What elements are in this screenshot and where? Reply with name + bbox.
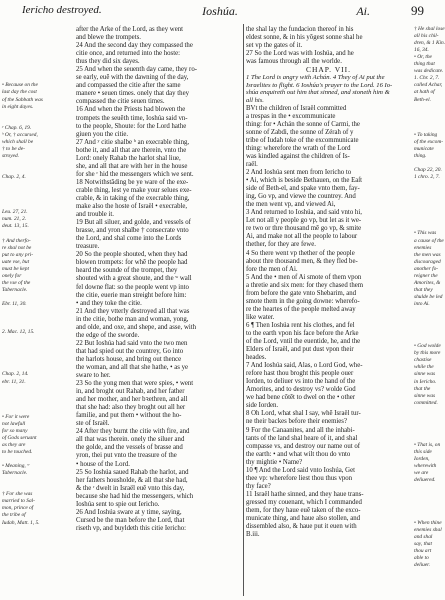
- margin-note: this side: [414, 449, 432, 455]
- text-line: heades.: [246, 354, 267, 362]
- margin-note: † He shal lose: [414, 26, 445, 32]
- header-right: Ai.: [356, 4, 370, 18]
- text-line: 16 And when the Priests had blowen the: [76, 106, 186, 114]
- text-line: sware to her.: [76, 372, 111, 380]
- text-line: tribe of Iudah toke of the excommunicate: [246, 136, 359, 144]
- margin-note: committed.: [414, 399, 438, 406]
- text-line: and blewe the trompets.: [76, 34, 141, 42]
- margin-note: deliuer.: [414, 561, 431, 568]
- text-line: 19 But all siluer, and golde, and vessels of: [76, 219, 191, 227]
- margin-note: onely for: [2, 272, 22, 279]
- text-line: 8 Oh Lord, what shal I say, whē Israël tur-: [246, 410, 361, 418]
- margin-note: in Iericho.: [414, 378, 437, 385]
- text-line: thy mightie • Name?: [246, 458, 303, 466]
- text-line: • and they toke the citie.: [76, 299, 142, 307]
- text-line: sonne of Zabdi, the sonne of Zérah of y: [246, 128, 354, 136]
- text-line: was kindled against the children of Is-: [246, 152, 350, 160]
- text-line: Let not all y people go vp, but let as it we-: [246, 217, 362, 225]
- text-line: heard the sounde of the trompet, they: [76, 267, 178, 275]
- right-text-column: [246, 26, 411, 596]
- margin-note: 2. Mac. 12, 15.: [2, 329, 35, 336]
- text-line: Amorites, and to destroy vs? wolde God: [246, 386, 356, 394]
- text-line: smote them in the going downe: wherefo-: [246, 297, 360, 305]
- text-line: 27 So the Lord was with Ioshúa, and he: [246, 50, 354, 58]
- text-line: 27 And ʸ citie shalbe ʰ an execrable thing,: [76, 138, 190, 146]
- margin-note: stroyed.: [2, 152, 20, 159]
- text-line: a trespas in the • excommunicate: [246, 112, 336, 120]
- text-line: the men went vp, and viewed Ai,: [246, 201, 336, 209]
- margin-note: the vse of the: [2, 279, 31, 286]
- argument-line: 1 The Lord is angry with Achán. 4 They of Ai put the: [246, 74, 385, 82]
- chapter-heading: CHAP. VII.: [305, 65, 352, 75]
- text-line: of the Lord, vntil the euentide, he, and the: [246, 338, 361, 346]
- text-line: giuen you the citie.: [76, 130, 129, 138]
- column-divider: [243, 24, 244, 596]
- text-line: re two or thre thousand mē go vp, & smite: [246, 225, 362, 233]
- text-line: Elders of Israël, and put dust vpon their: [246, 346, 354, 354]
- text-line: the harlots house, and bring out thence: [76, 355, 182, 363]
- text-line: 24 After they burnt the citie with fire, and: [76, 428, 190, 436]
- text-line: shouted with a great shoute, and the ʷ wall: [76, 275, 192, 283]
- argument-line: shúa enquireth out him that sinned, and stoneth him &: [246, 89, 390, 97]
- text-line: 23 So the yong men that were spies, • went: [76, 380, 194, 388]
- text-line: & the ʳ dwelt in Israël euē vnto this day,: [76, 484, 185, 492]
- margin-note: 16, 34.: [414, 47, 429, 54]
- text-line: about thre thousand men, & they fled be-: [246, 257, 358, 265]
- argument-line: all his.: [246, 97, 264, 105]
- text-line: ing, Go vp, and viewe the countrey. And: [246, 193, 356, 201]
- margin-note: num. 21, 2.: [2, 216, 27, 223]
- margin-note: to be touched.: [2, 449, 33, 455]
- margin-note: that the: [414, 385, 431, 392]
- text-line: set vp the gates of it.: [246, 42, 303, 50]
- margin-note: • This was: [414, 230, 437, 237]
- text-line: 3 And returned to Ioshúa, and said vnto hi,: [246, 209, 362, 217]
- text-line: yron, thei put vnto the treasure of the: [76, 452, 177, 460]
- margin-note: Beth-el.: [414, 96, 431, 103]
- margin-note: of Gods seruant: [2, 434, 37, 441]
- text-line: citie once, and returned into the hoste:: [76, 50, 180, 58]
- text-line: thee vp: wherefore liest thou thus vpon: [246, 474, 353, 482]
- text-line: to the earth vpon his face before the Arke: [246, 329, 359, 337]
- text-line: refore hast thou broght this people ouer: [246, 370, 354, 378]
- text-line: her fathers housholde, & all that she had,: [76, 476, 188, 484]
- margin-note: a cause of the: [414, 237, 444, 244]
- margin-note: while the: [414, 364, 434, 371]
- text-line: a thretie and six men: for they chased them: [246, 281, 364, 289]
- margin-note: must be kept: [2, 265, 29, 272]
- margin-note: thing.: [414, 152, 427, 159]
- text-line: 6 ¶ Then Ioshúa rent his clothes, and fel: [246, 321, 355, 329]
- margin-note: ʸ Chap. 6, 19.: [2, 124, 32, 131]
- margin-note: was dedicate.: [414, 68, 444, 75]
- margin-note: • Meaning, ʷ: [2, 463, 30, 470]
- margin-note: Tabernacle.: [2, 470, 28, 477]
- text-line: because she had hid the messengers, which: [76, 492, 194, 500]
- margin-note: put to any pri-: [2, 251, 33, 258]
- left-margin-notes: [2, 26, 72, 596]
- text-line: 26 And Ioshúa sware at y time, saying,: [76, 508, 182, 516]
- margin-note: sinne was: [414, 392, 436, 399]
- margin-note: deut. 13, 15.: [2, 223, 29, 230]
- right-margin-notes: [414, 26, 445, 596]
- text-line: that she had: also they broght out all her: [76, 404, 186, 412]
- margin-note: 1 chro. 2, 7.: [414, 174, 440, 181]
- margin-note: • God wolde: [414, 343, 441, 350]
- margin-note: Chap. 2, 4.: [2, 174, 26, 181]
- margin-note: and shal: [414, 533, 433, 540]
- text-line: bothe it, and all that are therein, vnto the: [76, 146, 187, 154]
- running-header: [14, 4, 426, 20]
- margin-note: thing that: [414, 61, 435, 68]
- margin-note: † For she was: [2, 491, 33, 498]
- header-center: Ioshúa.: [202, 4, 238, 18]
- margin-note: uate vse, but: [2, 258, 30, 265]
- margin-note: • When thine: [414, 519, 442, 526]
- margin-note: able to: [414, 554, 429, 561]
- margin-note: re shal not be: [2, 244, 32, 251]
- text-line: dissembled also, & haue put it euen with: [246, 523, 357, 531]
- margin-note: called Achar,: [414, 82, 443, 89]
- margin-note: as they are: [2, 441, 26, 448]
- page-number: 99: [411, 3, 424, 18]
- text-line: the golde, and the vessels of brasse and: [76, 444, 183, 452]
- text-line: municate thing, and haue also stollen, and: [246, 515, 361, 523]
- margin-note: 1. Chr. 2, 7.: [414, 75, 440, 82]
- text-line: and olde, and oxe, and shepe, and asse, with: [76, 323, 197, 331]
- text-line: gressed my couenant, which I commanded: [246, 498, 362, 506]
- margin-note: ebr. 11, 31.: [2, 378, 26, 385]
- text-line: familie, and put them • without the ho-: [76, 412, 182, 420]
- margin-note: Chap 22, 20.: [414, 167, 442, 173]
- argument-line: Israelites to flight. 6 Ioshúa's prayer to the Lord. 16 Io-: [246, 81, 393, 89]
- text-line: 11 Israël hathe sinned, and they haue trans-: [246, 490, 364, 498]
- text-line: from before the gate vnto Shebarim, and: [246, 289, 357, 297]
- margin-note: last day the cost: [2, 89, 37, 96]
- margin-note: † to be de-: [2, 145, 25, 152]
- text-line: for she ʳ hid the messengers which we sent.: [76, 170, 194, 178]
- text-line: we had bene cōtēt to dwel on the • other: [246, 394, 356, 402]
- text-line: trompets the seuēth time, Ioshúa said vn-: [76, 114, 188, 122]
- margin-note: Tabernacle.: [2, 286, 28, 293]
- text-line: Ai, and make not all the people to labour: [246, 233, 358, 241]
- text-line: the shal lay the fundacion thereof in his: [246, 26, 354, 33]
- text-line: 4 So there went vp thether of the people: [246, 249, 355, 257]
- text-line: fel downe flat: so the people went vp into: [76, 283, 189, 291]
- margin-note: Iudah, Matt. 1, 5.: [2, 519, 40, 526]
- margin-note: not lawfull: [2, 420, 26, 427]
- chapter-argument: [246, 74, 411, 104]
- margin-note: by this more: [414, 350, 441, 357]
- text-line: in, and broght out Rahab, and her father: [76, 388, 185, 396]
- text-line: compassed the citie seuen times.: [76, 98, 165, 106]
- text-line: Cursed be the man before the Lord, that: [76, 516, 185, 524]
- margin-note: another fo-: [414, 265, 439, 272]
- chapter-7-text: [246, 105, 411, 540]
- text-line: fore the men of Ai.: [246, 265, 298, 273]
- text-line: 5 And the • men of Ai smote of them vpon: [246, 273, 362, 281]
- text-line: Lord: onely Rahab the harlot shal liue,: [76, 154, 181, 162]
- text-line: tants of the land shal heare of it, and shal: [246, 434, 358, 442]
- text-line: the citie, euerie man streight before him:: [76, 291, 187, 299]
- text-line: • house of the Lord.: [76, 460, 130, 468]
- margin-note: in eight dayes.: [2, 103, 34, 110]
- text-line: all that was therein. onely the siluer and: [76, 436, 185, 444]
- text-line: blowen trompets: for whē the people had: [76, 259, 188, 267]
- text-line: them, for they haue euē taken of the exco-: [246, 507, 361, 514]
- text-line: and compassed the citie after the same: [76, 82, 181, 90]
- text-line: to the people, Shoute: for the Lord hathe: [76, 122, 187, 130]
- text-line: and trouble it.: [76, 211, 114, 219]
- text-line: thether, for they are fewe.: [246, 241, 316, 249]
- text-line: 2 And Ioshúa sent men from Iericho to: [246, 169, 352, 177]
- margin-note: of the Sabbath was: [2, 96, 43, 103]
- header-left: Iericho destroyed.: [22, 4, 102, 16]
- text-line: was famous through all the worlde.: [246, 58, 342, 66]
- margin-note: dren, & 1 Kin.: [414, 40, 445, 47]
- text-line: thus they did six dayes.: [76, 58, 140, 66]
- margin-note: Ebr. 11, 30.: [2, 300, 27, 307]
- text-line: like water.: [246, 313, 275, 321]
- margin-note: mon, prince of: [2, 505, 34, 512]
- margin-note: enemies shal: [414, 526, 442, 533]
- text-line: 24 And the second day they compassed the: [76, 42, 193, 50]
- margin-note: Chap. 2, 14.: [2, 371, 29, 378]
- text-line: manere • seuen times. onely that day they: [76, 90, 189, 98]
- margin-note: • Or, the: [414, 54, 432, 61]
- text-line: after the Arke of the Lord, as they went: [76, 26, 184, 33]
- margin-note: Amorites, &: [414, 279, 441, 286]
- text-line: the woman, and all that she hathe, • as ye: [76, 363, 189, 371]
- text-line: that had spied out the countrey, Go into: [76, 347, 184, 355]
- text-line: 25 So Ioshúa saued Rahab the harlot, and: [76, 468, 189, 476]
- margin-note: at hath of: [414, 89, 435, 96]
- margin-note: • That is, on: [414, 441, 441, 448]
- text-line: treasure.: [76, 243, 100, 251]
- text-line: the Lord, and shal come into the Lords: [76, 235, 182, 243]
- text-line: 9 For the Canaanites, and all the inhabi-: [246, 426, 355, 434]
- margin-note: sinne was: [414, 371, 436, 378]
- margin-note: that they: [414, 286, 433, 293]
- text-line: side Iorden.: [246, 402, 279, 410]
- text-line: thing: for • Achán the sonne of Carmi, the: [246, 120, 360, 128]
- text-line: brasse, and yron shalbe † consecrate vnto: [76, 227, 189, 235]
- margin-note: enemies: [414, 244, 432, 251]
- text-line: thing: wherefore the wrath of the Lord: [246, 144, 351, 152]
- text-line: Ioshúa sent to spie out Iericho.: [76, 500, 160, 508]
- text-line: ste of Israël.: [76, 420, 110, 428]
- text-line: 21 And they vtterly destroyed all that was: [76, 307, 190, 315]
- text-line: Iorden, to deliuer vs into the hand of the: [246, 378, 356, 386]
- margin-note: wherewith: [414, 463, 437, 470]
- left-text-column: [76, 26, 240, 596]
- margin-note: • Because on the: [2, 82, 38, 89]
- text-line: riseth vp, and buyldeth this citie Iericho:: [76, 524, 187, 532]
- margin-note: Iorden,: [414, 456, 430, 463]
- text-line: compasse vs, and destroy our name out of: [246, 442, 361, 450]
- text-line: 18 Notwithstāding be ye ware of the exe-: [76, 178, 189, 186]
- margin-note: for so many: [2, 427, 28, 434]
- text-line: raël.: [246, 160, 258, 168]
- margin-note: chastise: [414, 357, 432, 364]
- text-line: BVt the children of Israël committed: [246, 104, 347, 112]
- margin-note: ʰ Or, † accursed,: [2, 131, 38, 138]
- margin-note: into Ai.: [414, 300, 430, 307]
- text-line: 20 So the people shouted, when they had: [76, 251, 188, 259]
- text-line: 22 But Ioshúa had said vnto the two men: [76, 339, 188, 347]
- text-line: ne their backes before their enemies?: [246, 418, 347, 426]
- margin-note: the men was: [414, 251, 441, 258]
- text-line: se early, euē with the dawning of the day,: [76, 74, 189, 82]
- chapter-6-ending: [246, 26, 411, 66]
- text-line: make also the hoste of Israël • execrable,: [76, 203, 188, 211]
- text-line: she, and all that are with her in the house: [76, 162, 188, 170]
- margin-note: • To taking: [414, 131, 438, 138]
- text-line: • Ai, which is beside Bethauen, on the Eaſt: [246, 177, 363, 185]
- text-line: 25 And when the seuenth day came, they ro-: [76, 66, 197, 74]
- margin-note: of the excom-: [414, 138, 444, 145]
- margin-note: all his chil-: [414, 33, 439, 40]
- margin-note: Leu. 27, 21.: [2, 209, 28, 216]
- text-line: 7 And Ioshúa said, Alas, o Lord God, whe-: [246, 362, 363, 370]
- text-line: the edge of the sworde.: [76, 331, 140, 339]
- text-line: side of Beth-el, and spake vnto them, fay-: [246, 185, 360, 193]
- text-line: B.iii.: [246, 531, 260, 539]
- text-line: eldest sonne, & in his yōgest sonne shal he: [246, 34, 363, 42]
- margin-note: † And therfo-: [2, 237, 31, 244]
- text-line: the earth: • and what wilt thou do vnto: [246, 450, 351, 458]
- margin-note: • For it were: [2, 413, 30, 420]
- margin-note: which shall be: [2, 138, 34, 145]
- margin-note: reigner the: [414, 272, 438, 279]
- margin-note: the tribe of: [2, 512, 26, 519]
- text-line: in the citie, bothe man and woman, yong,: [76, 315, 189, 323]
- text-line: and her mother, and her bꝛethren, and all: [76, 396, 188, 404]
- margin-note: shulde be led: [414, 293, 443, 300]
- text-line: crable, & in taking of the execrable thing,: [76, 194, 190, 202]
- margin-note: we are: [414, 470, 429, 477]
- margin-note: discouraged: [414, 258, 441, 265]
- text-line: thy face?: [246, 482, 271, 490]
- margin-note: thou art: [414, 547, 432, 554]
- margin-note: municate: [414, 145, 434, 152]
- margin-note: say, that: [414, 540, 432, 547]
- margin-note: deliuered.: [414, 477, 436, 484]
- margin-note: married to Sal-: [2, 498, 35, 505]
- text-line: crable thing, lest ye make your selues exe-: [76, 186, 192, 194]
- text-line: 10 ¶ And the Lord said vnto Ioshúa, Get: [246, 466, 355, 474]
- text-line: re the heartes of the people melted away: [246, 305, 356, 313]
